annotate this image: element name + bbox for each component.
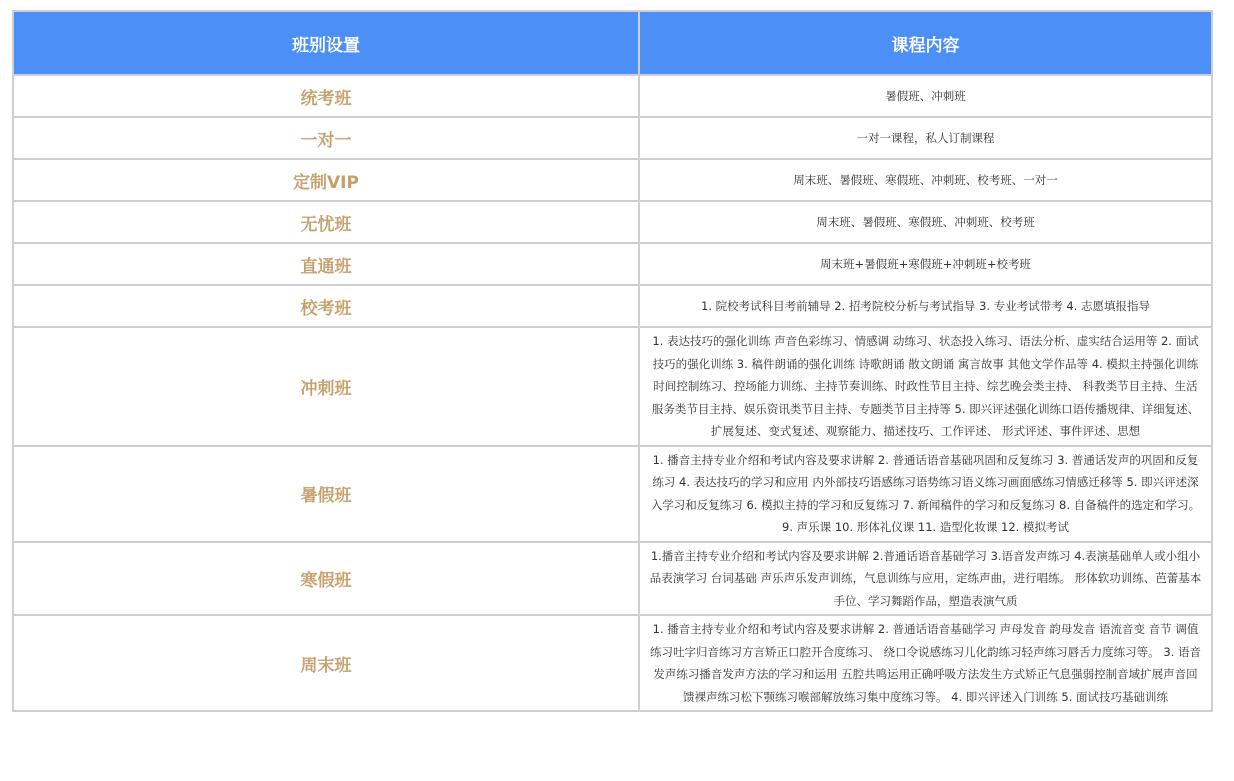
class-content: 1. 院校考试科目考前辅导 2. 招考院校分析与考试指导 3. 专业考试带考 4. 志愿填报指导 [639,285,1212,327]
class-name: 无忧班 [13,201,639,243]
class-name: 定制VIP [13,159,639,201]
table-row [13,615,1212,711]
course-table [12,10,1213,712]
class-content: 1. 表达技巧的强化训练 声音色彩练习、情感调 动练习、状态投入练习、语法分析、虚实结合运用等 2. 面试技巧的强化训练 3. 稿件朗诵的强化训练 诗歌朗诵 散文朗诵 寓言故事 其他文学作品等 4. 模拟主持强化训练 时间控制练习、控场能力训练、主持节奏训练、时政性节目主持、综艺晚会类主持、 科教类节目主持、生活服务类节目主持、娱乐资讯类节目主持、专题类节目主持等 5. 即兴评述强化训练口语传播规律、详细复述、扩展复述、变式复述、观察能力、描述技巧、工作评述、 形式评述、事件评述、思想 [639,327,1212,446]
table-row [13,285,1212,327]
class-name: 一对一 [13,117,639,159]
class-content: 1. 播音主持专业介绍和考试内容及要求讲解 2. 普通话语音基础巩固和反复练习 3. 普通话发声的巩固和反复练习 4. 表达技巧的学习和应用 内外部技巧语感练习语势练习语义练习画面感练习情感迁移等 5. 即兴评述深入学习和反复练习 6. 模拟主持的学习和反复练习 7. 新闻稿件的学习和反复练习 8. 自备稿件的选定和学习。 9. 声乐课 10. 形体礼仪课 11. 造型化妆课 12. 模拟考试 [639,446,1212,542]
course-table-container [12,10,1211,712]
table-row [13,201,1212,243]
table-row [13,159,1212,201]
class-name: 冲刺班 [13,327,639,446]
class-name: 寒假班 [13,542,639,616]
table-row [13,327,1212,446]
table-row [13,542,1212,616]
class-name: 周末班 [13,615,639,711]
class-name: 校考班 [13,285,639,327]
class-content: 周末班、暑假班、寒假班、冲刺班、校考班、一对一 [639,159,1212,201]
class-name: 统考班 [13,75,639,117]
class-content: 一对一课程，私人订制课程 [639,117,1212,159]
class-name: 直通班 [13,243,639,285]
table-row [13,446,1212,542]
header-class-setting: 班别设置 [13,11,639,75]
class-content: 1. 播音主持专业介绍和考试内容及要求讲解 2. 普通话语音基础学习 声母发音 韵母发音 语流音变 音节 调值练习吐字归音练习方言矫正口腔开合度练习、 绕口令说感练习儿化韵练习轻声练习唇舌力度练习等。 3. 语音发声练习播音发声方法的学习和运用 五腔共鸣运用正确呼吸方法发生方式矫正气息强弱控制音域扩展声音回馈裸声练习松下颚练习喉部解放练习集中度练习等。 4. 即兴评述入门训练 5. 面试技巧基础训练 [639,615,1212,711]
table-row [13,117,1212,159]
table-header-row [13,11,1212,75]
class-name: 暑假班 [13,446,639,542]
class-content: 1.播音主持专业介绍和考试内容及要求讲解 2.普通话语音基础学习 3.语音发声练习 4.表演基础单人或小组小品表演学习 台词基础 声乐声乐发声训练，气息训练与应用，定练声曲，进行唱练。 形体软功训练、芭蕾基本手位、学习舞蹈作品，塑造表演气质 [639,542,1212,616]
class-content: 周末班+暑假班+寒假班+冲刺班+校考班 [639,243,1212,285]
class-content: 周末班、暑假班、寒假班、冲刺班、校考班 [639,201,1212,243]
header-course-content: 课程内容 [639,11,1212,75]
table-row [13,75,1212,117]
class-content: 暑假班、冲刺班 [639,75,1212,117]
table-row [13,243,1212,285]
